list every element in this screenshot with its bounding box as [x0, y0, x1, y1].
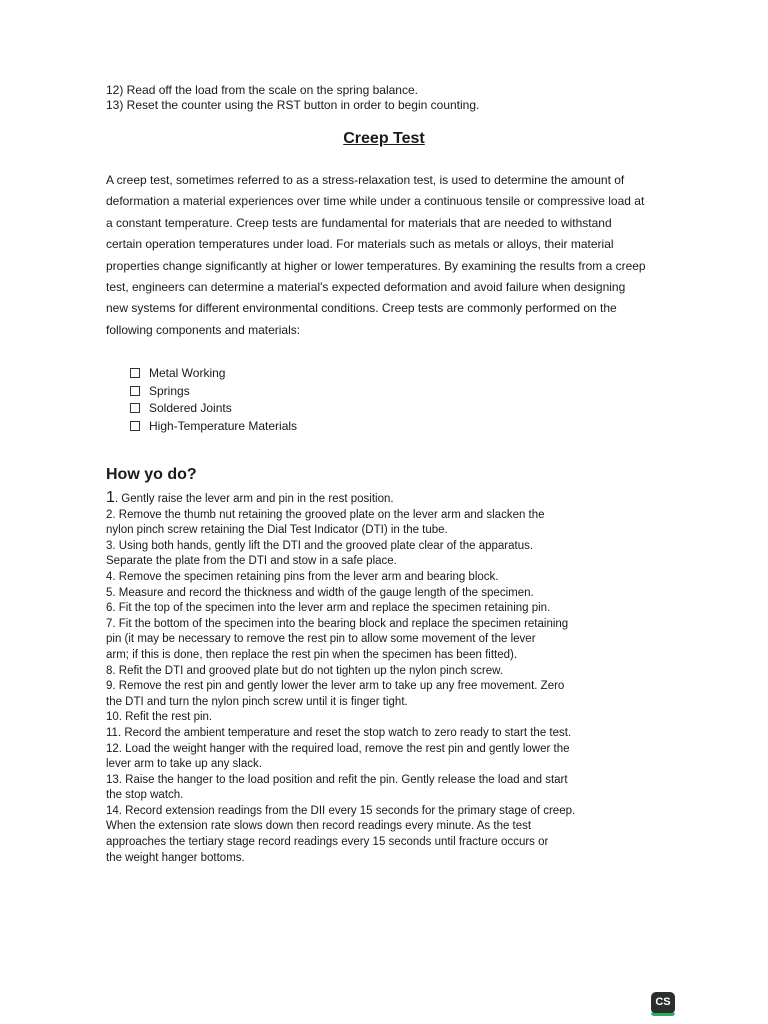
- step-line: 13. Raise the hanger to the load position and refit the pin. Gently release the load and start: [106, 773, 568, 786]
- step-line: 10. Refit the rest pin.: [106, 711, 213, 724]
- step-line: lever arm to take up any slack.: [106, 758, 262, 771]
- step-line: 14. Record extension readings from the DII every 15 seconds for the primary stage of creep.: [106, 804, 576, 817]
- step-line: 8. Refit the DTI and grooved plate but do not tighten up the nylon pinch screw.: [106, 664, 504, 677]
- checklist-label: Soldered Joints: [149, 401, 232, 416]
- step-1-number: 1: [106, 489, 115, 506]
- previous-steps-list: [106, 83, 479, 113]
- step-line: 5. Measure and record the thickness and width of the gauge length of the specimen.: [106, 586, 534, 599]
- step-line: approaches the tertiary stage record readings every 15 seconds until fracture occurs or: [106, 836, 549, 849]
- step-line: 3. Using both hands, gently lift the DTI and the grooved plate clear of the apparatus.: [106, 539, 534, 552]
- intro-line: new systems for different environmental conditions. Creep tests are commonly performed on the: [106, 301, 617, 316]
- previous-step-12: 12) Read off the load from the scale on the spring balance.: [106, 83, 418, 97]
- step-line: the stop watch.: [106, 789, 184, 802]
- checklist-item: [130, 399, 297, 417]
- checklist-item: [130, 417, 297, 435]
- intro-paragraph: [106, 170, 666, 341]
- intro-line: deformation a material experiences over time while under a continuous tensile or compressive load at: [106, 194, 645, 209]
- checklist-label: Metal Working: [149, 365, 226, 380]
- intro-line: certain operation temperatures under load. For materials such as metals or alloys, their material: [106, 237, 614, 252]
- step-line: 7. Fit the bottom of the specimen into the bearing block and replace the specimen retaining: [106, 617, 569, 630]
- step-line: When the extension rate slows down then record readings every minute. As the test: [106, 820, 532, 833]
- step-line: 9. Remove the rest pin and gently lower the lever arm to take up any free movement. Zero: [106, 680, 565, 693]
- step-line: 12. Load the weight hanger with the required load, remove the rest pin and gently lower the: [106, 742, 570, 755]
- checklist-label: Springs: [149, 383, 190, 398]
- checklist-item: [130, 364, 297, 382]
- checkbox[interactable]: [130, 403, 140, 413]
- checkbox[interactable]: [130, 368, 140, 378]
- procedure-steps: [106, 490, 575, 866]
- step-line: [106, 490, 575, 508]
- section-title: Creep Test: [343, 130, 425, 147]
- step-line: Separate the plate from the DTI and stow in a safe place.: [106, 555, 397, 568]
- previous-step-13: 13) Reset the counter using the RST button in order to begin counting.: [106, 98, 480, 112]
- checkbox[interactable]: [130, 386, 140, 396]
- step-line: pin (it may be necessary to remove the rest pin to allow some movement of the lever: [106, 633, 536, 646]
- intro-line: following components and materials:: [106, 322, 301, 337]
- intro-line: A creep test, sometimes referred to as a stress-relaxation test, is used to determine the amount of: [106, 173, 625, 187]
- checklist-label: High-Temperature Materials: [149, 418, 298, 433]
- howto-heading: How yo do?: [106, 466, 197, 483]
- checklist-item: [130, 382, 297, 400]
- step-line: 2. Remove the thumb nut retaining the grooved plate on the lever arm and slacken the: [106, 508, 545, 521]
- step-line: nylon pinch screw retaining the Dial Test Indicator (DTI) in the tube.: [106, 524, 448, 537]
- step-1-text: . Gently raise the lever arm and pin in the rest position.: [114, 493, 394, 505]
- step-line: 6. Fit the top of the specimen into the lever arm and replace the specimen retaining pin.: [106, 602, 551, 615]
- intro-line: test, engineers can determine a material's expected deformation and avoid failure when designing: [106, 280, 626, 295]
- step-line: arm; if this is done, then replace the rest pin when the specimen has been fitted).: [106, 648, 518, 661]
- intro-line: a constant temperature. Creep tests are fundamental for materials that are needed to withstand: [106, 215, 612, 230]
- materials-checklist: [130, 364, 297, 435]
- step-line: 11. Record the ambient temperature and reset the stop watch to zero ready to start the test.: [106, 726, 572, 739]
- camscanner-logo-icon: CS: [651, 992, 675, 1014]
- intro-line: properties change significantly at higher or lower temperatures. By examining the results from a creep: [106, 258, 646, 273]
- checkbox[interactable]: [130, 421, 140, 431]
- step-line: 4. Remove the specimen retaining pins from the lever arm and bearing block.: [106, 570, 499, 583]
- step-line: the weight hanger bottoms.: [106, 851, 245, 864]
- step-line: the DTI and turn the nylon pinch screw until it is finger tight.: [106, 695, 408, 708]
